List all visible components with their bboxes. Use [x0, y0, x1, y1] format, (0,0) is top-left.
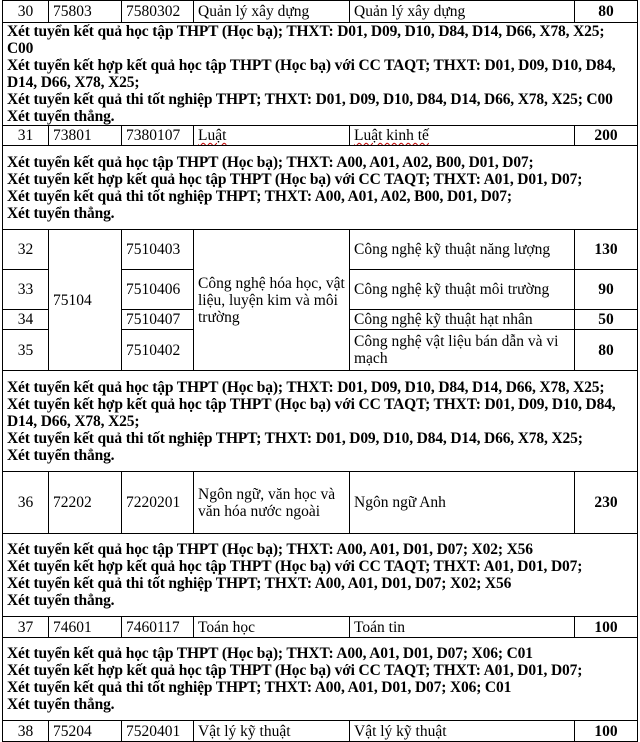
note-line: Xét tuyển kết hợp kết quả học tập THPT (Học bạ) với CC TAQT; THXT: A01, D01, D07; — [7, 170, 583, 188]
quota: 100 — [575, 617, 638, 638]
major-name: Quản lý xây dựng — [350, 1, 575, 23]
note-line: Xét tuyển kết quả thi tốt nghiệp THPT; THXT: D01, D09, D10, D84, D14, D66, X78, X25; C00 — [7, 91, 613, 108]
quota: 200 — [575, 126, 638, 146]
admission-table — [2, 0, 638, 742]
quota: 100 — [575, 721, 638, 742]
table-row — [3, 617, 638, 638]
admission-notes-row — [3, 146, 638, 230]
note-line: Xét tuyển kết quả học tập THPT (Học bạ); THXT: A00, A01, A02, B00, D01, D07; — [7, 153, 534, 171]
row-number: 34 — [3, 310, 49, 330]
major-code: 7510406 — [122, 270, 194, 310]
major-name — [350, 126, 575, 146]
note-line: Xét tuyển kết hợp kết quả học tập THPT (Học bạ) với CC TAQT; THXT: A01, D01, D07; — [7, 558, 583, 575]
note-line: Xét tuyển kết hợp kết quả học tập THPT (Học bạ) với CC TAQT; THXT: D01, D09, D10, D84, D14, D66, X78, X25; — [7, 57, 616, 91]
note-line: Xét tuyển thẳng. — [7, 696, 115, 713]
group-code: 75104 — [49, 230, 122, 371]
admission-notes — [3, 146, 638, 230]
group-name: Công nghệ hóa học, vật liệu, luyện kim và môi trường — [194, 230, 350, 371]
major-code: 7520401 — [122, 721, 194, 742]
row-number: 35 — [3, 330, 49, 371]
admission-notes — [3, 638, 638, 721]
quota: 80 — [575, 1, 638, 23]
major-code: 7380107 — [122, 126, 194, 146]
group-code: 73801 — [49, 126, 122, 146]
row-number: 33 — [3, 270, 49, 310]
major-name: Công nghệ kỹ thuật môi trường — [350, 270, 575, 310]
note-line: Xét tuyển kết quả thi tốt nghiệp THPT; THXT: A00, A01, D01, D07; X02; X56 — [7, 575, 512, 592]
quota: 50 — [575, 310, 638, 330]
row-number: 37 — [3, 617, 49, 638]
quota: 90 — [575, 270, 638, 310]
major-code: 7510407 — [122, 310, 194, 330]
table-row — [3, 230, 638, 270]
group-name: Vật lý kỹ thuật — [194, 721, 350, 742]
quota: 230 — [575, 472, 638, 534]
note-line: Xét tuyển thẳng. — [7, 592, 115, 609]
note-line: Xét tuyển kết quả học tập THPT (Học bạ); THXT: D01, D09, D10, D84, D14, D66, X78, X25; C00 — [7, 23, 605, 57]
note-line: Xét tuyển thẳng. — [7, 204, 115, 222]
note-line: Xét tuyển kết quả thi tốt nghiệp THPT; THXT: D01, D09, D10, D84, D14, D66, X78, X25; — [7, 429, 583, 447]
note-line: Xét tuyển thẳng. — [7, 446, 115, 464]
row-number: 32 — [3, 230, 49, 270]
admission-notes-row — [3, 534, 638, 617]
major-code: 7510402 — [122, 330, 194, 371]
row-number: 36 — [3, 472, 49, 534]
quota: 130 — [575, 230, 638, 270]
admission-notes — [3, 371, 638, 472]
admission-notes-row — [3, 371, 638, 472]
group-code: 74601 — [49, 617, 122, 638]
row-number: 30 — [3, 1, 49, 23]
group-name: Toán học — [194, 617, 350, 638]
major-code: 7580302 — [122, 1, 194, 23]
group-code: 75803 — [49, 1, 122, 23]
note-line: Xét tuyển kết quả thi tốt nghiệp THPT; THXT: A00, A01, D01, D07; X06; C01 — [7, 679, 512, 696]
admission-notes — [3, 23, 638, 126]
major-name: Vật lý kỹ thuật — [350, 721, 575, 742]
group-name-text: Luật — [198, 127, 227, 144]
table-row — [3, 126, 638, 146]
note-line: Xét tuyển kết quả học tập THPT (Học bạ); THXT: D01, D09, D10, D84, D14, D66, X78, X25; — [7, 378, 605, 396]
note-line: Xét tuyển thẳng. — [7, 108, 115, 125]
table-row — [3, 1, 638, 23]
major-code: 7510403 — [122, 230, 194, 270]
admission-notes-row — [3, 23, 638, 126]
note-line: Xét tuyển kết quả học tập THPT (Học bạ); THXT: A00, A01, D01, D07; X02; X56 — [7, 541, 533, 558]
group-code: 72202 — [49, 472, 122, 534]
row-number: 38 — [3, 721, 49, 742]
group-code: 75204 — [49, 721, 122, 742]
major-name: Công nghệ kỹ thuật hạt nhân — [350, 310, 575, 330]
group-name: Quản lý xây dựng — [194, 1, 350, 23]
quota: 80 — [575, 330, 638, 371]
major-name-text: Luật kinh tế — [354, 127, 429, 144]
table-row — [3, 721, 638, 742]
group-name: Ngôn ngữ, văn học và văn hóa nước ngoài — [194, 472, 350, 534]
note-line: Xét tuyển kết quả học tập THPT (Học bạ); THXT: A00, A01, D01, D07; X06; C01 — [7, 645, 533, 662]
note-line: Xét tuyển kết hợp kết quả học tập THPT (Học bạ) với CC TAQT; THXT: D01, D09, D10, D84, D14, D66, X78, X25; — [7, 395, 616, 430]
major-code: 7220201 — [122, 472, 194, 534]
group-name — [194, 126, 350, 146]
admission-notes — [3, 534, 638, 617]
major-name: Ngôn ngữ Anh — [350, 472, 575, 534]
admission-notes-row — [3, 638, 638, 721]
note-line: Xét tuyển kết hợp kết quả học tập THPT (Học bạ) với CC TAQT; THXT: A01, D01, D07; — [7, 662, 583, 679]
major-code: 7460117 — [122, 617, 194, 638]
major-name: Công nghệ kỹ thuật năng lượng — [350, 230, 575, 270]
major-name: Toán tin — [350, 617, 575, 638]
note-line: Xét tuyển kết quả thi tốt nghiệp THPT; THXT: A00, A01, A02, B00, D01, D07; — [7, 187, 512, 205]
major-name: Công nghệ vật liệu bán dẫn và vi mạch — [350, 330, 575, 371]
table-row — [3, 472, 638, 534]
row-number: 31 — [3, 126, 49, 146]
